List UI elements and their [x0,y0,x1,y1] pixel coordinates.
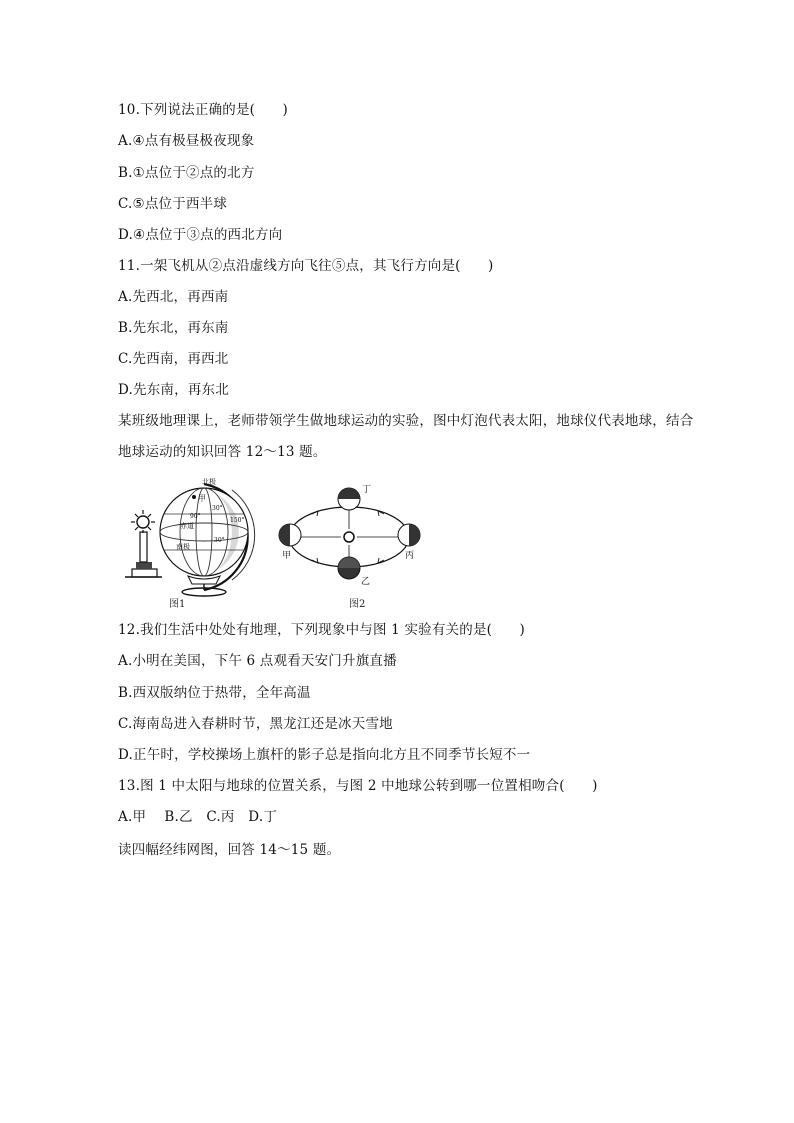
q10-option-b: B.①点位于②点的北方 [118,165,255,181]
experiment-figure [122,472,442,612]
q10-option-c: C.⑤点位于西半球 [118,196,228,212]
q11-option-c: C.先西南，再西北 [118,351,229,367]
q12-option-d: D.正午时，学校操场上旗杆的影子总是指向北方且不同季节长短不一 [118,747,531,763]
orbit-label-ding: 丁 [362,485,372,495]
sun-icon [344,532,354,542]
point-jia-label: 甲 [198,494,206,503]
q11-option-a: A.先西北，再西南 [118,289,229,305]
q10-option-d: D.④点位于③点的西北方向 [118,227,283,243]
lat-30-south-label: 30° [214,537,225,544]
q12-option-a: A.小明在美国，下午 6 点观看天安门升旗直播 [118,653,397,669]
q13-stem: 13.图 1 中太阳与地球的位置关系，与图 2 中地球公转到哪一位置相吻合( ) [118,778,598,794]
intro-14-15: 读四幅经纬网图，回答 14～15 题。 [118,842,341,858]
equator-label: 赤道 [180,522,194,530]
lat-30-north-label: 30° [212,505,223,512]
q11-stem: 11.一架飞机从②点沿虚线方向飞往⑤点，其飞行方向是( ) [118,258,494,274]
figure-2-caption: 图2 [349,599,366,610]
q10-stem: 10.下列说法正确的是( ) [118,102,289,118]
q11-option-b: B.先东北，再东南 [118,320,229,336]
q12-option-c: C.海南岛进入春耕时节，黑龙江还是冰天雪地 [118,716,393,732]
orbit-diagram [279,488,420,579]
q12-stem: 12.我们生活中处处有地理，下列现象中与图 1 实验有关的是( ) [118,622,525,638]
q10-option-a: A.④点有极昼极夜现象 [118,133,255,149]
north-pole-label: 北极 [202,478,216,486]
figure-1-caption: 图1 [169,599,186,610]
globe-icon [160,484,255,596]
orbit-label-jia: 甲 [282,551,292,561]
intro-12-13: 某班级地理课上，老师带领学生做地球运动的实验，图中灯泡代表太阳，地球仪代表地球，结合地球运动的知识回答 12～13 题。 [118,413,694,460]
south-pole-label: 南极 [176,543,190,551]
q11-option-d: D.先东南，再东北 [118,382,229,398]
lamp-icon [125,510,162,577]
q13-options: A.甲 B.乙 C.丙 D.丁 [118,809,278,825]
orbit-label-yi: 乙 [361,577,371,587]
q12-option-b: B.西双版纳位于热带，全年高温 [118,685,311,701]
figure-svg [122,472,442,612]
lon-90-label: 90° [190,513,201,520]
orbit-label-bing: 丙 [405,551,415,561]
lon-150-label: 150° [230,517,245,524]
